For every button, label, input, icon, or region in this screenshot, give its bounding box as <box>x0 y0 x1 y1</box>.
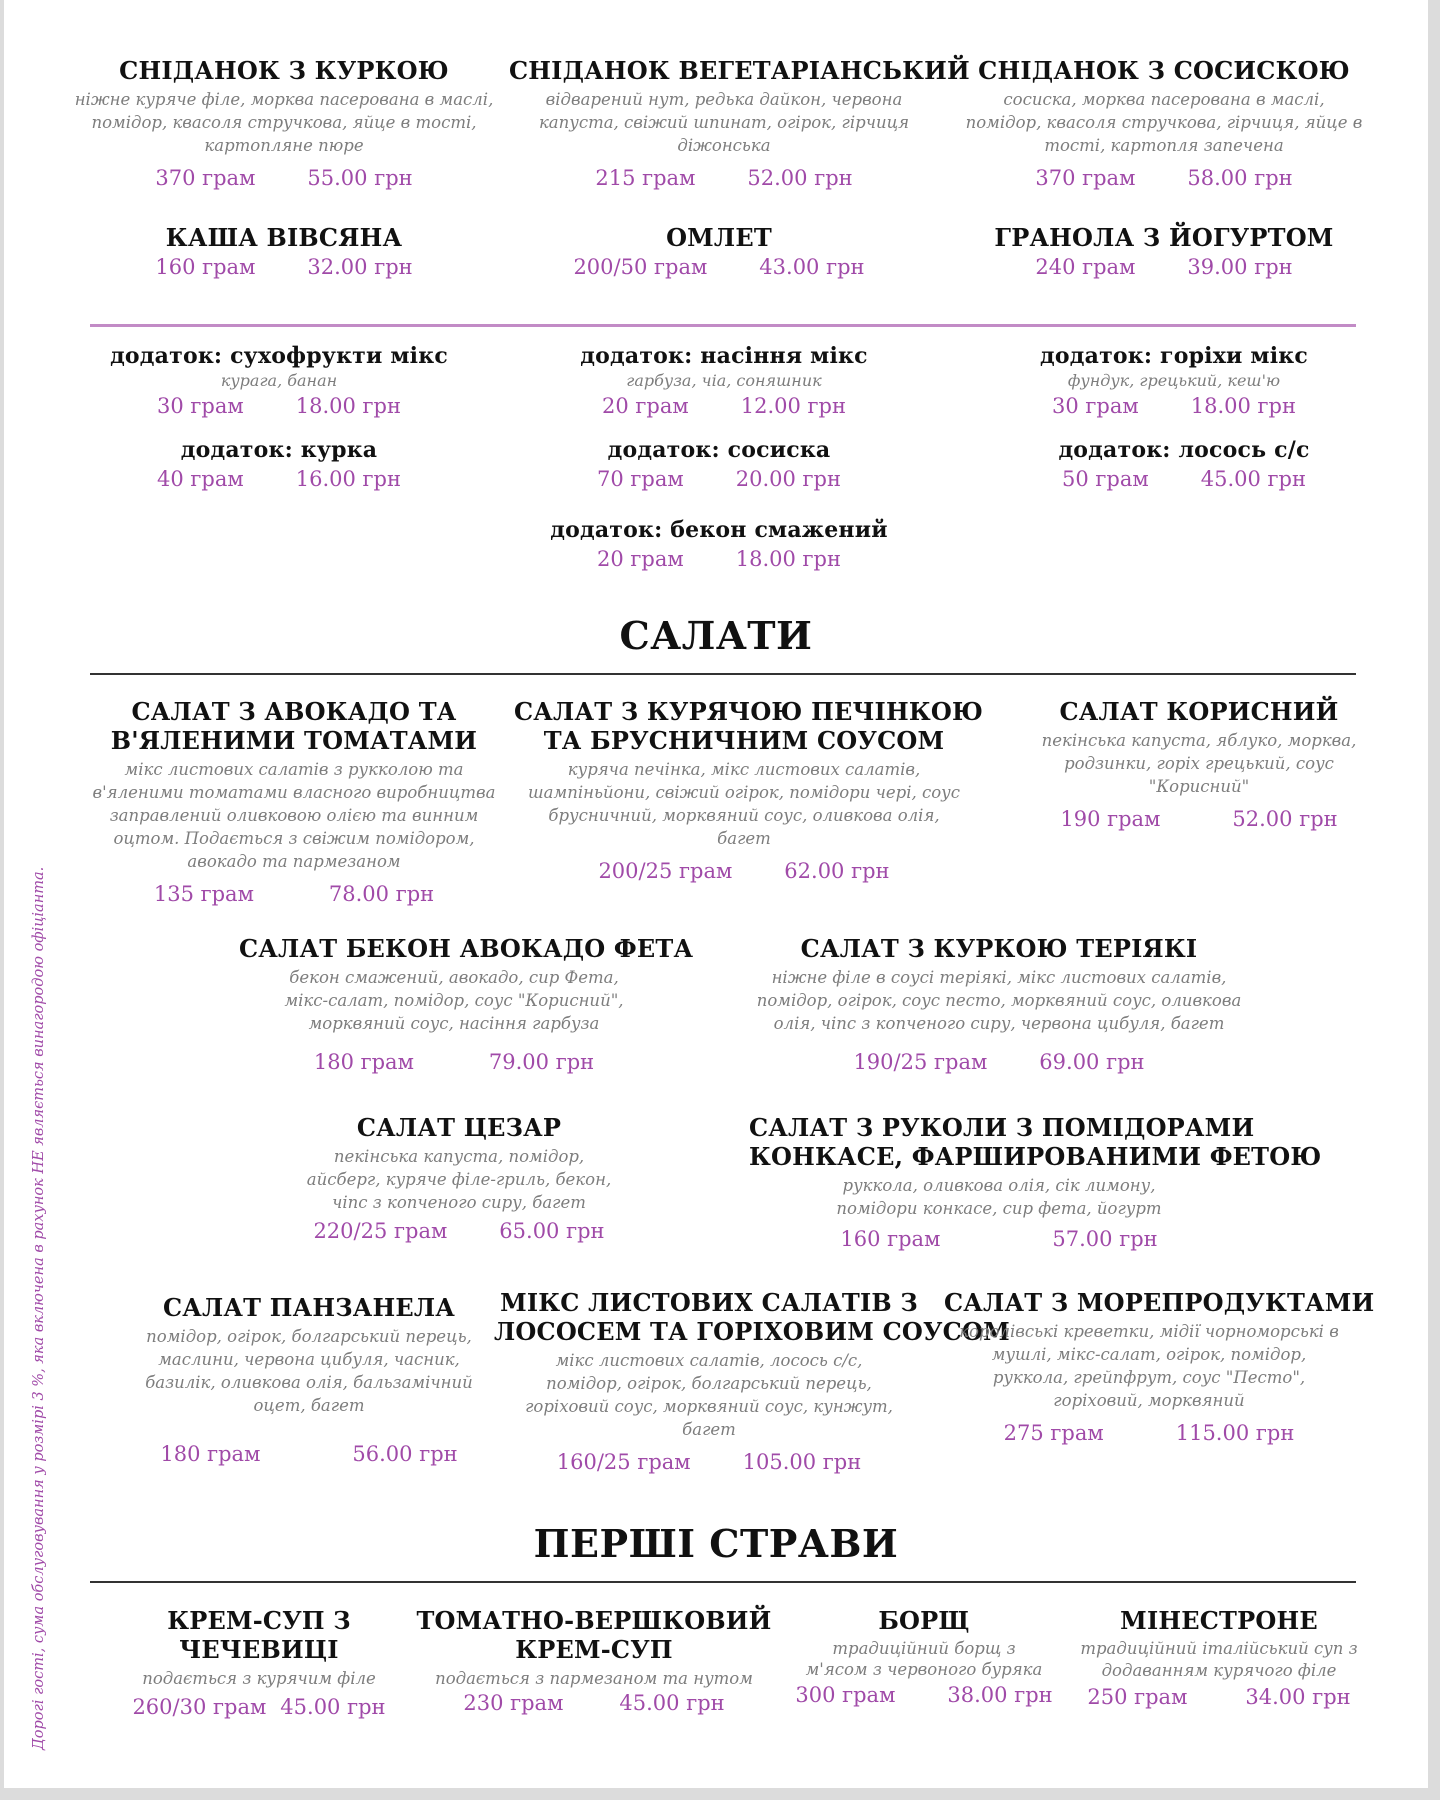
item-title: додаток: лосось с/с <box>1058 437 1310 463</box>
item-weight: 300 грам <box>795 1683 896 1707</box>
item-weight: 260/30 грам <box>132 1695 267 1719</box>
addon-dried-fruits <box>94 343 464 419</box>
item-title: СНІДАНОК ВЕГЕТАРІАНСЬКИЙ <box>509 56 970 85</box>
item-title: ОМЛЕТ <box>666 223 772 252</box>
item-title: САЛАТ ЦЕЗАР <box>356 1113 562 1142</box>
salad-arugula-feta <box>749 1113 1322 1252</box>
salad-chicken-liver <box>514 697 984 884</box>
item-weight: 160 грам <box>155 255 256 279</box>
item-description: подається з пармезаном та нутом <box>435 1669 753 1688</box>
item-description: традиційний борщ з м'ясом з червоного буряка <box>805 1639 1043 1679</box>
salad-panzanella <box>124 1293 494 1467</box>
item-title: САЛАТ З МОРЕПРОДУКТАМИ <box>944 1288 1375 1317</box>
item-title-line2: ЛОСОСЕМ ТА ГОРІХОВИМ СОУСОМ <box>494 1317 1010 1346</box>
item-description: відварений нут, редька дайкон, червона капуста, свіжий шпинат, огірок, гірчиця діжонська <box>538 90 910 155</box>
item-price: 79.00 грн <box>488 1050 595 1074</box>
addon-chicken <box>104 437 454 492</box>
item-weight: 180 грам <box>313 1050 414 1074</box>
item-price: 45.00 грн <box>619 1691 725 1715</box>
item-weight: 370 грам <box>155 166 256 190</box>
menu-item-oatmeal <box>114 223 454 280</box>
addons-divider <box>90 324 1356 327</box>
item-weight: 200/50 грам <box>573 255 708 279</box>
item-title: СНІДАНОК З КУРКОЮ <box>119 56 449 85</box>
item-price: 45.00 грн <box>1200 467 1306 491</box>
item-price: 115.00 грн <box>1175 1421 1295 1445</box>
item-price: 58.00 грн <box>1187 166 1293 190</box>
item-weight: 250 грам <box>1087 1685 1188 1709</box>
item-weight: 20 грам <box>602 394 689 418</box>
soup-lentil <box>99 1606 419 1720</box>
item-price: 39.00 грн <box>1187 255 1293 279</box>
item-weight: 160/25 грам <box>556 1450 691 1474</box>
section-title-soups: ПЕРШІ СТРАВИ <box>533 1521 899 1566</box>
menu-item-omelette <box>549 223 889 280</box>
item-title: САЛАТ З КУРЯЧОЮ ПЕЧІНКОЮ <box>514 697 984 726</box>
item-title: САЛАТ З КУРКОЮ ТЕРІЯКІ <box>800 934 1198 963</box>
salad-salmon-mix <box>494 1288 1010 1475</box>
item-price: 62.00 грн <box>784 859 890 883</box>
item-price: 52.00 грн <box>1232 807 1338 831</box>
item-price: 78.00 грн <box>328 882 435 906</box>
item-weight: 215 грам <box>595 166 696 190</box>
salad-caesar <box>289 1113 629 1244</box>
item-title: КРЕМ-СУП З <box>167 1606 351 1635</box>
item-title-line2: В'ЯЛЕНИМИ ТОМАТАМИ <box>110 726 478 755</box>
menu-item-breakfast-chicken <box>64 56 504 191</box>
item-weight: 40 грам <box>157 467 244 491</box>
item-description: фундук, грецький, кеш'ю <box>1067 371 1281 390</box>
soup-tomato-cream <box>409 1606 779 1716</box>
item-title: ГРАНОЛА З ЙОГУРТОМ <box>994 223 1334 252</box>
soup-minestrone <box>1069 1606 1369 1710</box>
item-price: 57.00 грн <box>1052 1227 1158 1251</box>
item-description: гарбуза, чіа, соняшник <box>626 371 822 390</box>
menu-item-granola <box>994 223 1334 280</box>
item-weight: 30 грам <box>157 394 244 418</box>
item-title: САЛАТ КОРИСНИЙ <box>1059 697 1339 726</box>
item-description: курага, банан <box>220 371 338 390</box>
item-title: додаток: бекон смажений <box>550 517 888 543</box>
salads-divider <box>90 673 1356 675</box>
item-title: додаток: сухофрукти мікс <box>110 343 448 369</box>
item-description: мікс листових салатів з рукколою та в'яленими томатами власного виробництва заправлений оливковою олією та винним оцтом. Подається з свіжим помідором, авокадо та пармезаном <box>92 760 496 871</box>
item-title: САЛАТ З АВОКАДО ТА <box>131 697 457 726</box>
item-description: руккола, оливкова олія, сік лимону, помідори конкасе, сир фета, йогурт <box>836 1176 1162 1218</box>
item-weight: 30 грам <box>1052 394 1139 418</box>
item-price: 38.00 грн <box>947 1683 1053 1707</box>
item-price: 105.00 грн <box>742 1450 862 1474</box>
item-description: куряча печінка, мікс листових салатів, шампіньйони, свіжий огірок, помідори чері, соус брусничний, морквяний соус, оливкова олія, багет <box>528 760 960 848</box>
item-title-line2: ЧЕЧЕВИЦІ <box>179 1635 339 1664</box>
item-weight: 50 грам <box>1062 467 1149 491</box>
item-weight: 230 грам <box>463 1691 564 1715</box>
item-weight: 240 грам <box>1035 255 1136 279</box>
addon-bacon <box>529 517 909 572</box>
item-title-line2: КОНКАСЕ, ФАРШИРОВАНИМИ ФЕТОЮ <box>749 1142 1322 1171</box>
menu-item-breakfast-vegetarian <box>509 56 970 191</box>
item-price: 18.00 грн <box>1190 394 1296 418</box>
item-price: 45.00 грн <box>280 1695 386 1719</box>
item-price: 69.00 грн <box>1039 1050 1145 1074</box>
item-title: МІНЕСТРОНЕ <box>1120 1606 1318 1635</box>
item-title: додаток: сосиска <box>607 437 831 463</box>
item-price: 18.00 грн <box>735 547 841 571</box>
item-weight: 190 грам <box>1060 807 1161 831</box>
item-weight: 160 грам <box>840 1227 941 1251</box>
item-price: 32.00 грн <box>307 255 413 279</box>
item-title-line2: КРЕМ-СУП <box>515 1635 673 1664</box>
item-price: 34.00 грн <box>1245 1685 1351 1709</box>
salad-bacon-avocado-feta <box>239 934 694 1075</box>
item-price: 12.00 грн <box>740 394 846 418</box>
item-description: сосиска, морква пасерована в маслі, помідор, квасоля стручкова, гірчиця, яйце в тості, картопля запечена <box>965 90 1363 155</box>
item-weight: 275 грам <box>1003 1421 1104 1445</box>
item-title-line2: ТА БРУСНИЧНИМ СОУСОМ <box>543 726 945 755</box>
item-title: САЛАТ ПАНЗАНЕЛА <box>162 1293 456 1322</box>
item-title: САЛАТ З РУКОЛИ З ПОМІДОРАМИ <box>749 1113 1255 1142</box>
addon-salmon <box>1004 437 1364 492</box>
item-weight: 135 грам <box>153 882 254 906</box>
item-title: додаток: курка <box>180 437 378 463</box>
item-description: пекінська капуста, яблуко, морква, родзинки, горіх грецький, соус "Корисний" <box>1041 731 1357 796</box>
item-title: ТОМАТНО-ВЕРШКОВИЙ <box>416 1606 772 1635</box>
item-weight: 220/25 грам <box>313 1219 448 1243</box>
item-description: бекон смажений, авокадо, сир Фета, мікс-салат, помідор, соус "Корисний", морквяний соус, насіння гарбуза <box>284 968 624 1033</box>
service-charge-note: Дорогі гості, сума обслуговування у розмірі 3 %, яка включена в рахунок НЕ являється винагородою офіціанта. <box>31 866 47 1750</box>
item-description: пекінська капуста, помідор, айсберг, куряче філе-гриль, бекон, чіпс з копченого сиру, багет <box>306 1147 612 1212</box>
item-price: 55.00 грн <box>307 166 413 190</box>
salad-healthy <box>1039 697 1359 832</box>
menu-page <box>4 0 1428 1788</box>
addon-seeds <box>544 343 904 419</box>
item-weight: 190/25 грам <box>853 1050 988 1074</box>
salad-seafood <box>944 1288 1375 1446</box>
soups-divider <box>90 1581 1356 1583</box>
item-title: додаток: горіхи мікс <box>1040 343 1308 369</box>
addon-sausage <box>549 437 889 492</box>
item-weight: 200/25 грам <box>598 859 733 883</box>
item-description: мікс листових салатів, лосось с/с, помідор, огірок, болгарський перець, горіховий соус, морквяний соус, кунжут, багет <box>525 1351 893 1439</box>
item-description: подається з курячим філе <box>142 1669 376 1688</box>
item-price: 52.00 грн <box>747 166 853 190</box>
item-title: БОРЩ <box>878 1606 970 1635</box>
item-description: ніжне філе в соусі теріякі, мікс листових салатів, помідор, огірок, соус песто, морквяний соус, оливкова олія, чіпс з копченого сиру, червона цибуля, багет <box>756 968 1242 1033</box>
item-price: 18.00 грн <box>295 394 401 418</box>
section-title-salads: САЛАТИ <box>619 613 813 658</box>
item-price: 56.00 грн <box>352 1442 458 1466</box>
item-price: 65.00 грн <box>499 1219 605 1243</box>
item-weight: 370 грам <box>1035 166 1136 190</box>
item-weight: 180 грам <box>160 1442 261 1466</box>
item-description: помідор, огірок, болгарський перець, маслини, червона цибуля, часник, базилік, оливкова олія, бальзамічний оцет, багет <box>145 1327 473 1415</box>
menu-item-breakfast-sausage <box>964 56 1364 191</box>
addon-nuts <box>1004 343 1344 419</box>
salad-chicken-teriyaki <box>734 934 1264 1075</box>
item-description: традиційний італійський суп з додаванням курячого філе <box>1080 1639 1358 1680</box>
salad-avocado-tomatoes <box>84 697 504 907</box>
item-title: додаток: насіння мікс <box>580 343 868 369</box>
item-description: королівські креветки, мідії чорноморські в мушлі, мікс-салат, огірок, помідор, руккола, грейпфрут, соус "Песто", горіховий, морквяний <box>959 1322 1339 1410</box>
item-weight: 20 грам <box>597 547 684 571</box>
item-price: 16.00 грн <box>295 467 401 491</box>
item-price: 43.00 грн <box>759 255 865 279</box>
soup-borscht <box>784 1606 1064 1708</box>
item-title: МІКС ЛИСТОВИХ САЛАТІВ З <box>500 1288 918 1317</box>
item-title: СНІДАНОК З СОСИСКОЮ <box>978 56 1350 85</box>
item-title: КАША ВІВСЯНА <box>165 223 403 252</box>
item-weight: 70 грам <box>597 467 684 491</box>
item-title: САЛАТ БЕКОН АВОКАДО ФЕТА <box>239 934 694 963</box>
item-description: ніжне куряче філе, морква пасерована в маслі, помідор, квасоля стручкова, яйце в тості, картопляне пюре <box>74 90 494 155</box>
item-price: 20.00 грн <box>735 467 841 491</box>
